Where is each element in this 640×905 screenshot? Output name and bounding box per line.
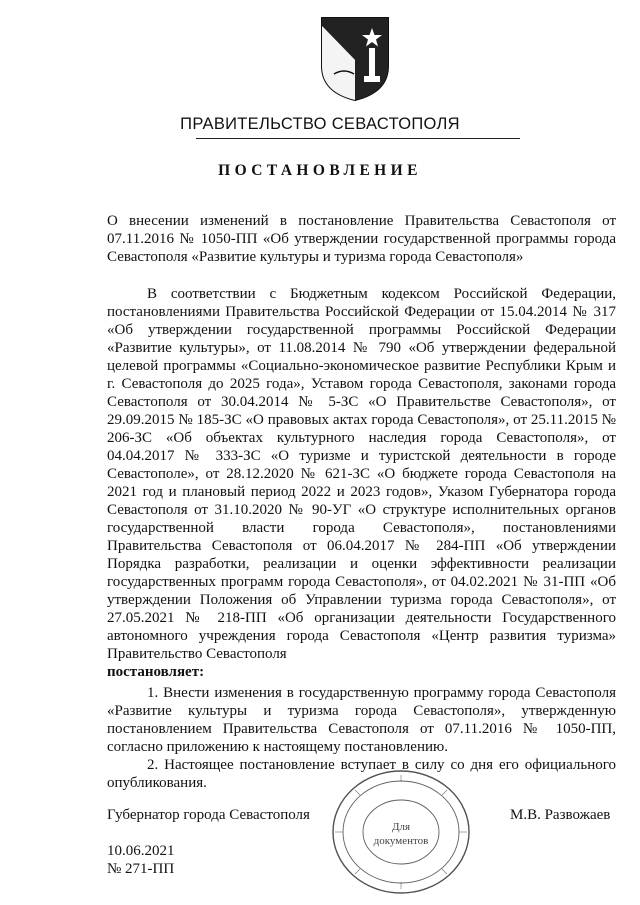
document-number: № 271-ПП: [107, 861, 175, 877]
document-subject: О внесении изменений в постановление Правительства Севастополя от 07.11.2016 № 1050-ПП «Об утверждении государственной программы города Севастополя «Развитие культуры и туризма города Севастополя»: [107, 213, 616, 265]
legal-basis-paragraph: [107, 285, 616, 681]
government-name: ПРАВИТЕЛЬСТВО СЕВАСТОПОЛЯ: [180, 115, 460, 133]
item-1: 1. Внести изменения в государственную программу города Севастополя «Развитие культуры и туризма города Севастополя», утвержденную постановлением Правительства Севастополя от 07.11.2016 № 1050-ПП, согласно приложению к настоящему постановлению.: [107, 685, 616, 755]
signatory-title: Губернатор города Севастополя: [107, 807, 310, 823]
decree-word: постановляет:: [107, 664, 205, 680]
signatory-name: М.В. Развожаев: [510, 807, 611, 823]
sevastopol-coat-of-arms-icon: [318, 14, 392, 102]
official-seal-stamp: [330, 768, 472, 896]
document-date: 10.06.2021: [107, 843, 175, 859]
header-divider: [196, 138, 520, 139]
item-2: 2. Настоящее постановление вступает в силу со дня его официального опубликования.: [107, 757, 616, 791]
document-type: ПОСТАНОВЛЕНИЕ: [218, 162, 422, 179]
seal-center-line-1: Для: [391, 821, 411, 833]
seal-center-line-2: документов: [373, 835, 429, 847]
legal-basis-text: В соответствии с Бюджетным кодексом Российской Федерации, постановлениями Правительства Российской Федерации от 15.04.2014 № 317 «Об утверждении государственной программы Российской Федерации «Развитие культуры», от 11.08.2014 № 790 «Об утверждении федеральной целевой программы «Социально-экономическое развитие Республики Крым и г. Севастополя до 2025 года», Уставом города Севастополя, законами города Севастополя от 30.04.2014 № 5-ЗС «О Правительстве Севастополя», от 29.09.2015 № 185-ЗС «О правовых актах города Севастополя», от 25.11.2015 № 206-ЗС «Об объектах культурного наследия города Севастополя», от 04.04.2017 № 333-ЗС «О туризме и туристской деятельности в городе Севастополе», от 28.12.2020 № 621-ЗС «О бюджете города Севастополя на 2021 год и плановый период 2022 и 2023 годов», Указом Губернатора города Севастополя от 31.10.2020 № 90-УГ «О структуре исполнительных органов государственной власти города Севастополя», постановлениями Правительства Севастополя от 06.04.2017 № 284-ПП «Об утверждении Порядка разработки, реализации и оценки эффективности реализации государственных программ города Севастополя», от 04.02.2021 № 31-ПП «Об утверждении Положения об Управлении туризма города Севастополя», от 27.05.2021 № 218-ПП «Об организации деятельности Государственного автономного учреждения города Севастополя «Центр развития туризма» Правительство Севастополя: [107, 286, 616, 662]
